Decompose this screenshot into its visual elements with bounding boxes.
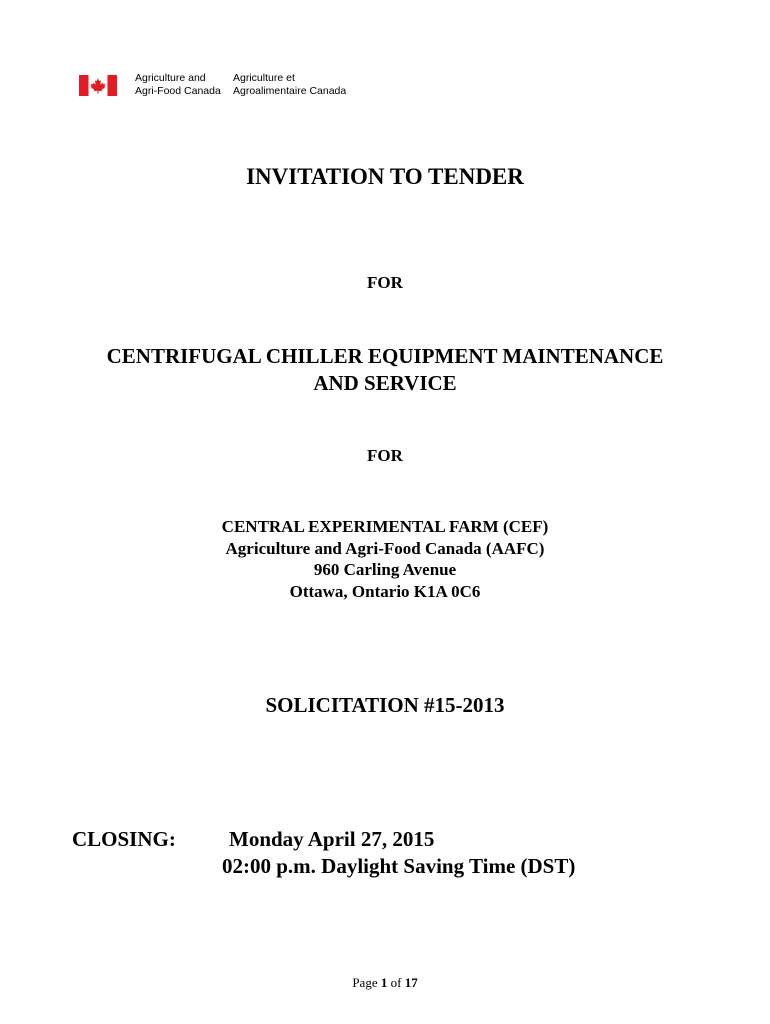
page-footer [0, 975, 770, 991]
tender-subject-line2: AND SERVICE [313, 371, 457, 395]
tender-subject [0, 343, 770, 397]
page-number: 1 [380, 975, 388, 990]
location-address [0, 516, 770, 602]
department-name-french [233, 72, 363, 98]
department-header [79, 72, 347, 102]
department-name-english-line2: Agri-Food Canada [135, 85, 221, 97]
department-name-english-line1: Agriculture and [135, 72, 206, 84]
department-name-french-line2: Agroalimentaire Canada [233, 85, 347, 97]
address-line2: Agriculture and Agri-Food Canada (AAFC) [225, 538, 545, 558]
address-line4: Ottawa, Ontario K1A 0C6 [289, 581, 481, 601]
for-label-2: FOR [367, 446, 403, 465]
page-total: 17 [404, 975, 418, 990]
closing-label: CLOSING: [72, 827, 176, 851]
address-line1: CENTRAL EXPERIMENTAL FARM (CEF) [221, 517, 549, 536]
tender-subject-line1: CENTRIFUGAL CHILLER EQUIPMENT MAINTENANCE [106, 344, 664, 368]
of-word: of [390, 975, 402, 990]
document-title: INVITATION TO TENDER [246, 164, 524, 189]
canada-flag-icon [79, 75, 117, 96]
department-name-french-line1: Agriculture et [233, 72, 295, 84]
closing-date: Monday April 27, 2015 [229, 827, 435, 851]
solicitation-number: SOLICITATION #15-2013 [265, 693, 505, 717]
for-label-1: FOR [367, 273, 403, 292]
address-line3: 960 Carling Avenue [313, 560, 457, 579]
page-word: Page [352, 975, 378, 990]
department-name-english [135, 72, 235, 98]
closing-time: 02:00 p.m. Daylight Saving Time (DST) [222, 854, 576, 878]
